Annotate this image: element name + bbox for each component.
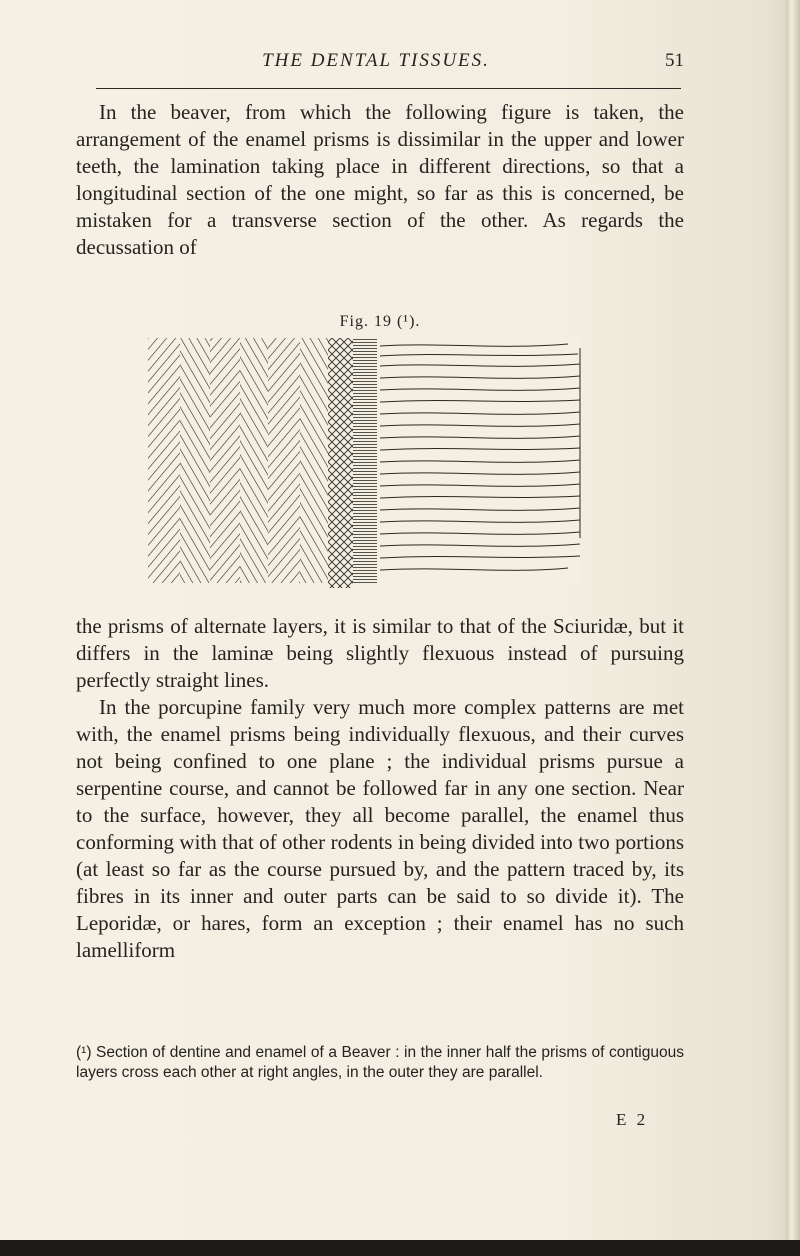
figure-enamel-section	[148, 338, 588, 598]
prism-band	[210, 338, 240, 583]
prism-band	[300, 338, 328, 583]
header-rule	[96, 88, 681, 89]
prism-band	[240, 338, 268, 583]
running-head-title: THE DENTAL TISSUES.	[262, 50, 490, 71]
page-spine-edge	[786, 0, 800, 1256]
prism-band	[180, 338, 210, 583]
paragraph-text: In the beaver, from which the following figure is taken, the arrangement of the enamel prisms is dissimilar in the upper and lower teeth, the lamination taking place in different directions, so that a longitudinal section of the one might, so far as this is concerned, be mistaken for a transverse section of the other. As regards the decussation of	[76, 100, 684, 259]
signature-mark: E 2	[616, 1110, 649, 1129]
running-head	[66, 50, 686, 80]
body-paragraph-2	[76, 613, 684, 964]
prism-crossing-zone	[328, 338, 353, 588]
paragraph-text: In the porcupine family very much more complex patterns are met with, the enamel prisms being individually flexuous, and their curves not being confined to one plane ; the individual prisms pursue a serpentine course, and cannot be followed far in any one section. Near to the surface, however, they all become parallel, the enamel thus conforming with that of other rodents in being divided into two portions (at least so far as the course pursued by, and the pattern traced by, its fibres in its inner and outer parts can be said to so divide it). The Leporidæ, or hares, form an exception ; their enamel has no such lamelliform	[76, 695, 684, 962]
page-number: 51	[665, 50, 684, 71]
enamel-section-illustration	[148, 338, 588, 598]
body-paragraph-1	[76, 99, 684, 261]
paragraph-text: the prisms of alternate layers, it is similar to that of the Sciuridæ, but it differs in the laminæ being slightly flexuous instead of pursuing perfectly straight lines.	[76, 614, 684, 692]
prism-band	[268, 338, 300, 583]
prism-band	[148, 338, 180, 583]
footnote: (¹) Section of dentine and enamel of a Beaver : in the inner half the prisms of contiguous layers cross each other at right angles, in the outer they are parallel.	[76, 1044, 684, 1081]
figure-caption: Fig. 19 (¹).	[339, 313, 421, 330]
page-bottom-edge	[0, 1240, 800, 1256]
dentine-strip	[353, 338, 377, 583]
